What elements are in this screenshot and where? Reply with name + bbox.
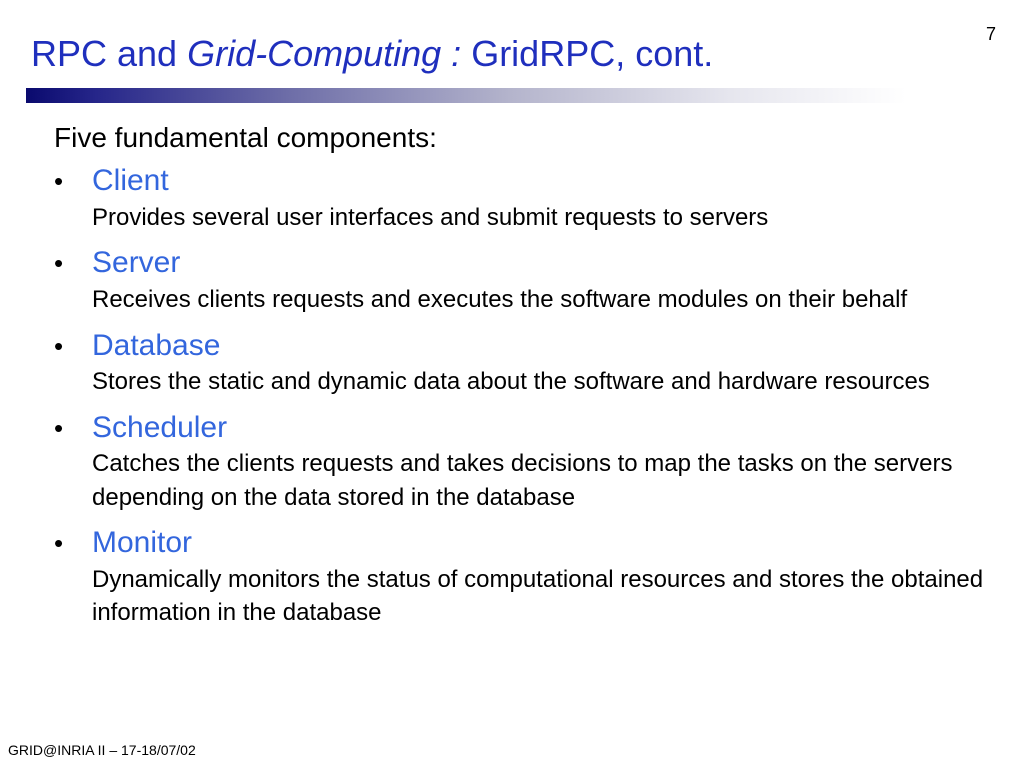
component-item-client	[54, 164, 994, 234]
component-title: Scheduler	[92, 410, 228, 444]
title-part-2: GridRPC, cont.	[471, 33, 714, 74]
component-item-database	[54, 329, 994, 399]
slide-content	[54, 120, 994, 642]
component-description: Stores the static and dynamic data about the software and hardware resources	[92, 368, 930, 396]
component-item-monitor	[54, 526, 994, 630]
title-italic: Grid-Computing :	[187, 33, 472, 74]
footer-text: GRID@INRIA II – 17-18/07/02	[8, 742, 196, 758]
component-description: Provides several user interfaces and submit requests to servers	[92, 203, 769, 231]
component-title: Client	[92, 164, 169, 198]
bullet-icon: •	[54, 248, 64, 279]
component-description: Dynamically monitors the status of computational resources and stores the obtained information in the database	[92, 565, 984, 627]
component-item-server	[54, 246, 994, 316]
component-title: Monitor	[92, 526, 193, 560]
intro-text: Five fundamental components:	[54, 122, 437, 153]
bullet-icon: •	[54, 330, 64, 361]
slide-title	[31, 33, 714, 74]
component-description: Receives clients requests and executes the software modules on their behalf	[92, 285, 908, 313]
bullet-icon: •	[54, 412, 64, 443]
component-title: Server	[92, 246, 181, 280]
title-gradient-bar	[26, 88, 906, 103]
title-part-1: RPC and	[31, 33, 188, 74]
slide-number: 7	[985, 24, 996, 44]
bullet-icon: •	[54, 166, 64, 197]
component-item-scheduler	[54, 411, 994, 515]
component-title: Database	[92, 328, 221, 362]
bullet-icon: •	[54, 528, 64, 559]
component-description: Catches the clients requests and takes decisions to map the tasks on the servers depending on the data stored in the database	[92, 450, 953, 511]
